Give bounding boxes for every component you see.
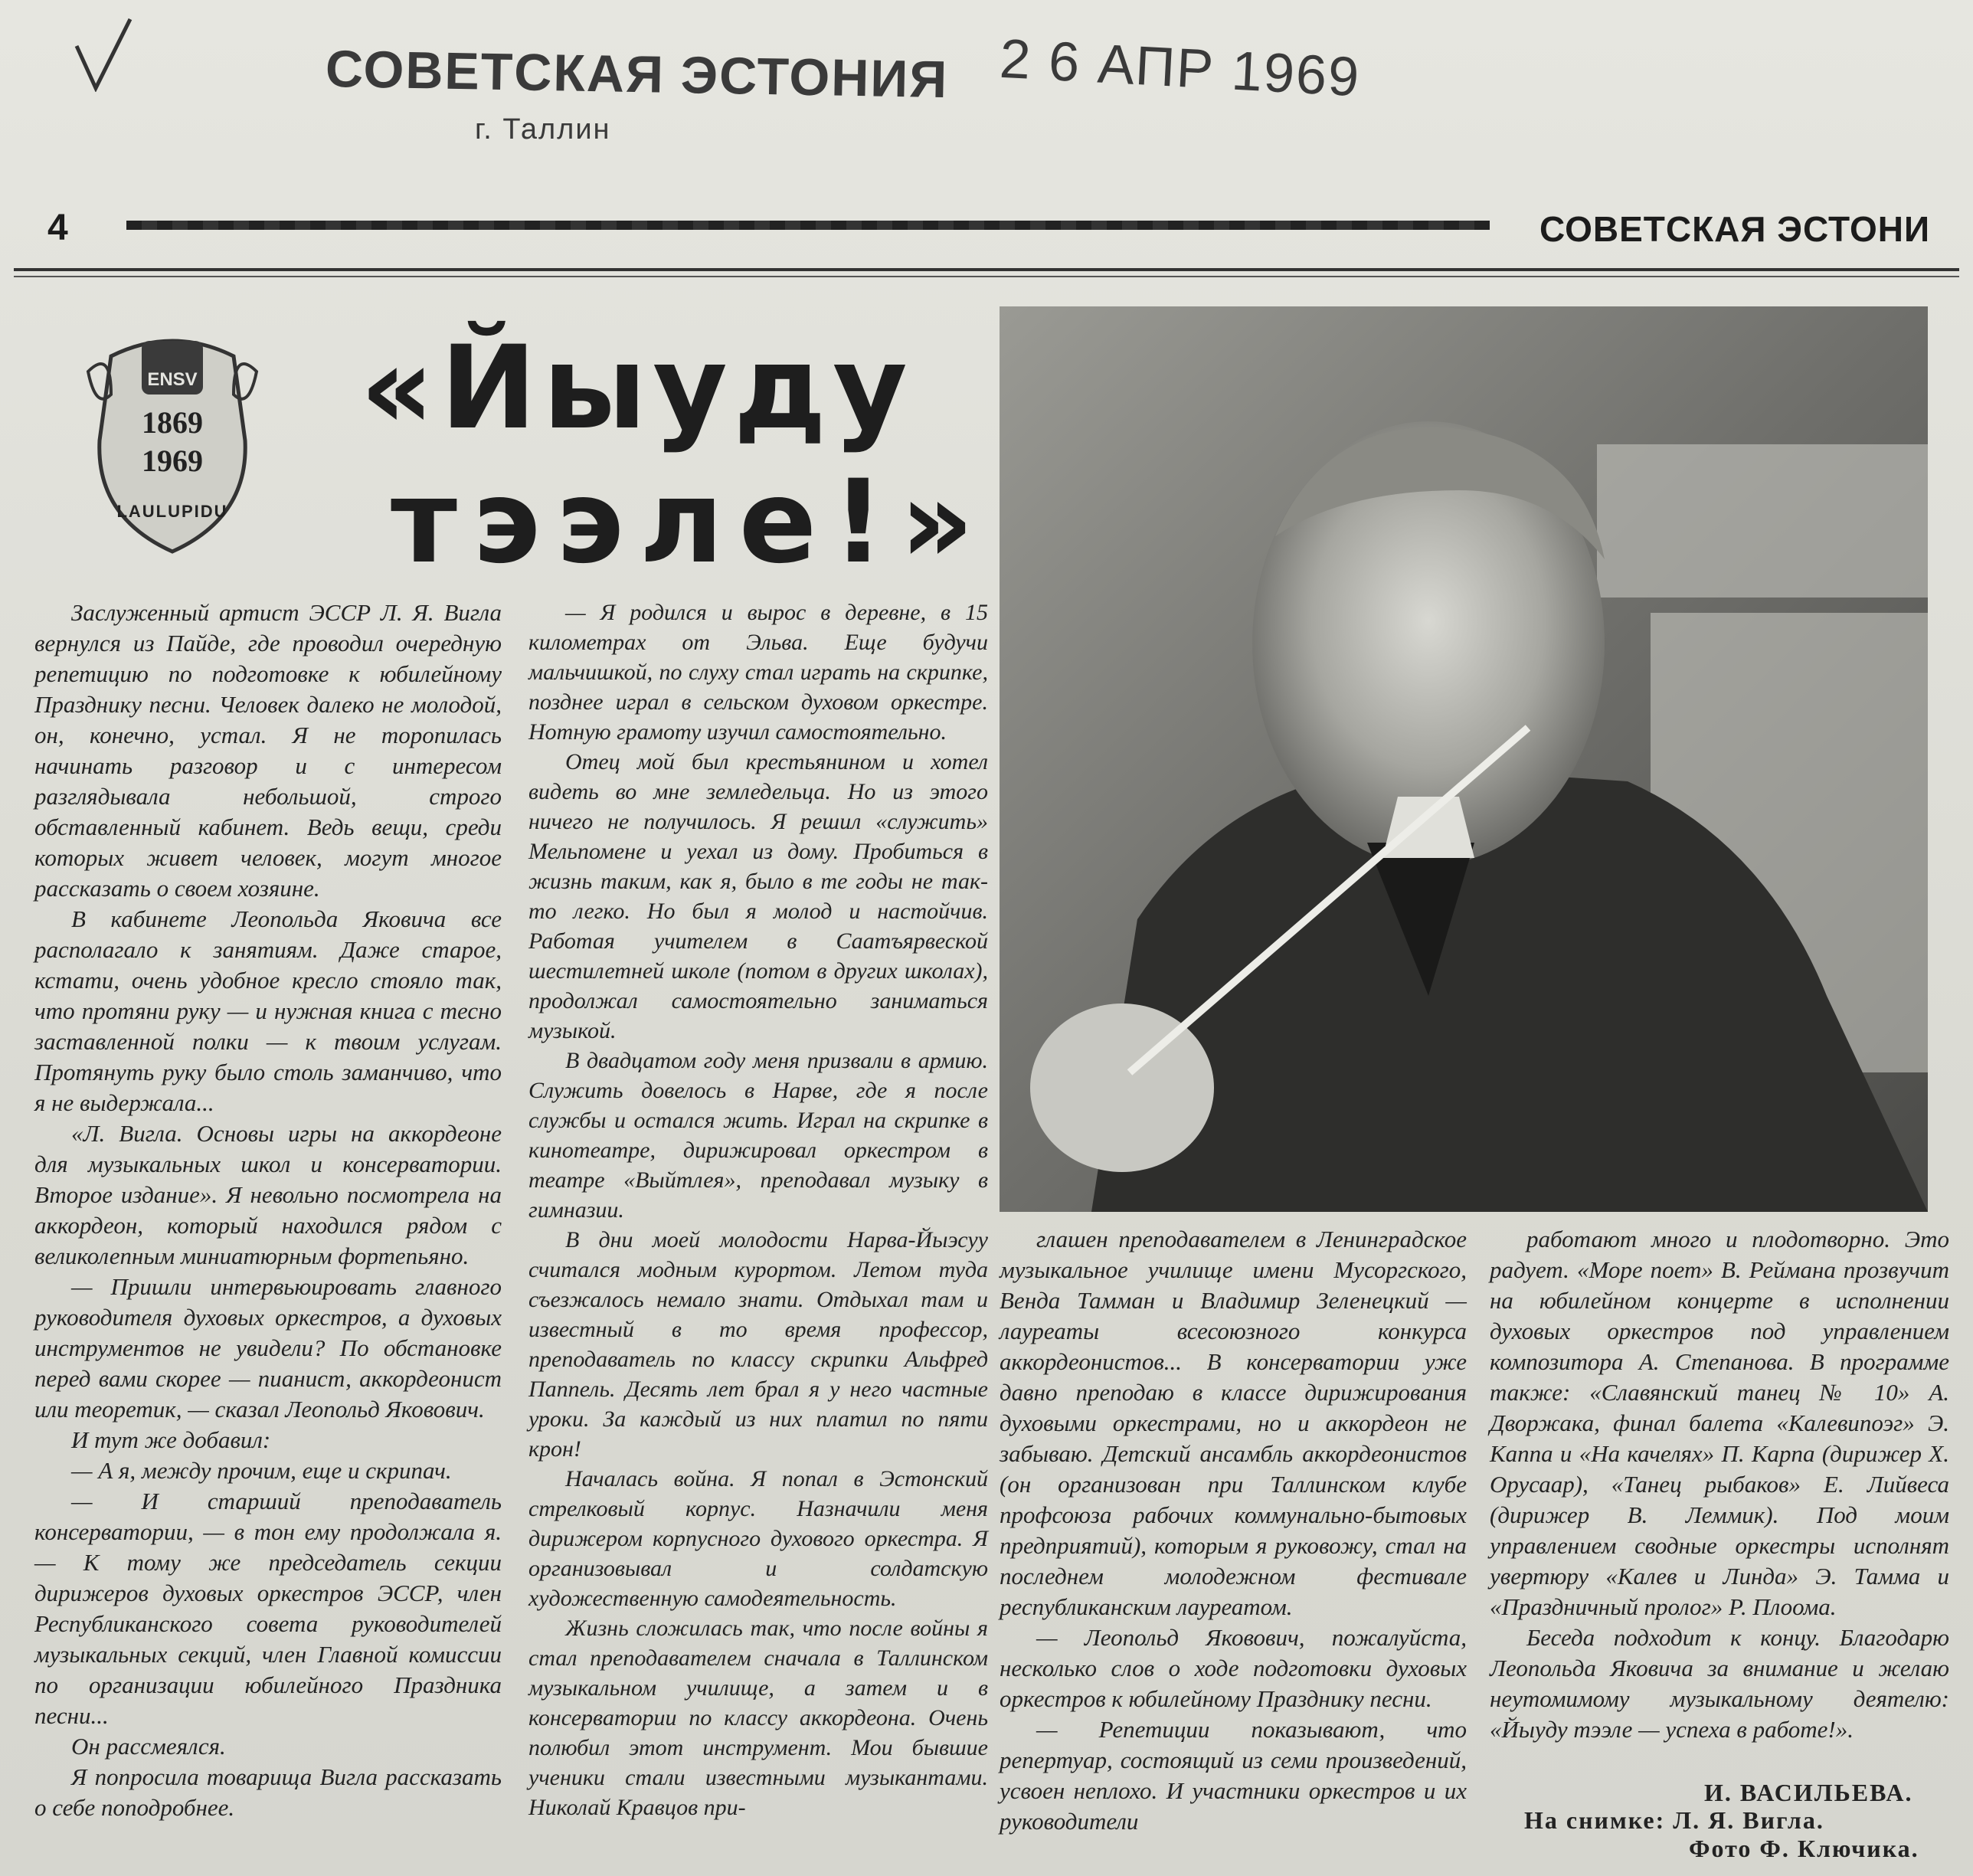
emblem-ribbon-text: LAULUPIDU <box>116 502 228 521</box>
stamp-date: 2 6 АПР 1969 <box>998 28 1363 109</box>
emblem-year-end: 1969 <box>142 444 203 478</box>
article-column-2 <box>528 598 988 1822</box>
stamp-newspaper-name: СОВЕТСКАЯ ЭСТОНИЯ <box>325 39 949 110</box>
headline-line-1: «Йыуду <box>360 322 914 455</box>
page-number: 4 <box>47 208 68 248</box>
paragraph: Я попросила товарища Вигла рассказать о себе поподробнее. <box>34 1763 502 1821</box>
paragraph: Отец мой был крестьянином и хотел видеть во мне земледельца. Но из этого ничего не получилось. Я решил «служить» Мельпомене и уехал из дому. Пробиться в жизнь таким, как я, было в те годы не так-то легко. Но был я молод и настойчив. Работая учителем в Саатъярвеской шестилетней школе (потом в других школах), продолжал самостоятельно заниматься музыкой. <box>528 749 988 1043</box>
paragraph: — И старший преподаватель консерватории, — в тон ему продолжала я. — К тому же председатель секции дирижеров духовых оркестров ЭССР, член Республиканского совета руководителей музыкальных секций, член Главной комиссии по организации юбилейного Праздника песни... <box>34 1488 502 1729</box>
article-headline <box>360 322 988 590</box>
paragraph: Беседа подходит к концу. Благодарю Леопольда Яковича за внимание и желаю неутомимому музыкальному деятелю: «Йыуду тээле — успеха в работе!». <box>1490 1624 1949 1743</box>
paragraph: — Леопольд Яковович, пожалуйста, несколько слов о ходе подготовки духовых оркестров к юбилейному Празднику песни. <box>1000 1624 1467 1712</box>
paragraph: В кабинете Леопольда Яковича все располагало к занятиям. Даже старое, кстати, очень удобное кресло стояло так, что протяни руку — и нужная книга с тесно заставленной полки — к твоим услугам. Протянуть руку было столь заманчиво, что я не выдержала... <box>34 905 502 1116</box>
paragraph: Заслуженный артист ЭССР Л. Я. Вигла вернулся из Пайде, где проводил очередную репетицию по подготовке к юбилейному Празднику песни. Человек далеко не молодой, он, конечно, устал. Я не торопилась начинать разговор и с интересом разглядывала небольшой, строго обставленный кабинет. Ведь вещи, среди которых живет человек, могут многое рассказать о своем хозяине. <box>34 599 502 902</box>
emblem-year-start: 1869 <box>142 405 203 440</box>
paragraph: работают много и плодотворно. Это радует. «Море поет» В. Реймана прозвучит на юбилейном концерте в исполнении духовых оркестров под управлением композитора А. Степанова. В программе также: «Славянский танец № 10» А. Дворжака, финал балета «Калевипоэг» Э. Каппа и «На качелях» П. Карпа (дирижер Х. Орусаар), «Танец рыбаков» Е. Лийвеса (дирижер В. Леммик). Под моим управлением сводные оркестры исполнят увертюру «Калев и Линда» Э. Тамма и «Праздничный пролог» Р. Плоома. <box>1490 1226 1949 1620</box>
article-author: И. ВАСИЛЬЕВА. <box>1704 1779 1913 1806</box>
stamp-city: г. Таллин <box>475 113 611 146</box>
article-column-3 <box>1000 1224 1467 1837</box>
article-column-1 <box>34 598 502 1823</box>
paragraph: «Л. Вигла. Основы игры на аккордеоне для музыкальных школ и консерватории. Второе издание». Я невольно посмотрела на аккордеон, который находился рядом с великолепным миниатюрным фортепьяно. <box>34 1120 502 1269</box>
paragraph: — Я родился и вырос в деревне, в 15 километрах от Эльва. Еще будучи мальчишкой, по слуху стал играть на скрипке, позднее играл в сельском духовом оркестре. Нотную грамоту изучил самостоятельно. <box>528 600 988 745</box>
song-festival-emblem <box>80 326 264 555</box>
conductor-photo <box>1000 306 1928 1212</box>
article-column-4 <box>1490 1224 1949 1745</box>
photo-caption: На снимке: Л. Я. Вигла. <box>1524 1806 1824 1834</box>
header-rule <box>126 221 1490 230</box>
paragraph: В двадцатом году меня призвали в армию. Служить довелось в Нарве, где я после службы и остался жить. Играл на скрипке в кинотеатре, дирижировал оркестром в театре «Выйтлея», преподавал музыку в гимназии. <box>528 1048 988 1223</box>
paragraph: глашен преподавателем в Ленинградское музыкальное училище имени Мусоргского, Венда Тамман и Владимир Зеленецкий — лауреаты всесоюзного конкурса аккордеонистов... В консерватории уже давно преподаю в классе дирижирования духовыми оркестрами, но и аккордеон не забываю. Детский ансамбль аккордеонистов (он организован при Таллинском клубе профсоюза рабочих коммунально-бытовых предприятий), которым я руковожу, стал на последнем молодежном фестивале республиканским лауреатом. <box>1000 1226 1467 1620</box>
emblem-top-text: ENSV <box>147 369 198 390</box>
paragraph: — Репетиции показывают, что репертуар, состоящий из семи произведений, усвоен неплохо. И участники оркестров и их руководители <box>1000 1716 1467 1835</box>
headline-line-2: тээле!» <box>391 456 990 589</box>
paragraph: Он рассмеялся. <box>71 1733 226 1760</box>
header-divider <box>14 268 1959 271</box>
checkmark-icon <box>73 15 134 92</box>
paragraph: — Пришли интервьюировать главного руководителя духовых оркестров, а духовых инструментов не увидели? По обстановке перед вами скорее — пианист, аккордеонист или теоретик, — сказал Леопольд Яковович. <box>34 1273 502 1423</box>
masthead: СОВЕТСКАЯ ЭСТОНИ <box>1539 209 1931 249</box>
photo-credit: Фото Ф. Ключика. <box>1689 1835 1919 1862</box>
paragraph: — А я, между прочим, еще и скрипач. <box>71 1457 452 1484</box>
paragraph: Жизнь сложилась так, что после войны я стал преподавателем сначала в Таллинском музыкальном училище, а затем и в консерватории по классу аккордеона. Очень полюбил этот инструмент. Мои бывшие ученики стали известными музыкантами. Николай Кравцов при- <box>528 1616 988 1820</box>
paragraph: И тут же добавил: <box>71 1426 271 1453</box>
paragraph: В дни моей молодости Нарва-Йыэсуу считался модным курортом. Летом туда съезжалось немало знати. Отдыхал там и известный в то время профессор, преподаватель по классу скрипки Альфред Паппель. Десять лет брал я у него частные уроки. За каждый из них платил по пяти крон! <box>528 1227 988 1462</box>
paragraph: Началась война. Я попал в Эстонский стрелковый корпус. Назначили меня дирижером корпусного духового оркестра. Я организовывал и солдатскую художественную самодеятельность. <box>528 1466 988 1611</box>
header-divider-secondary <box>14 276 1959 277</box>
